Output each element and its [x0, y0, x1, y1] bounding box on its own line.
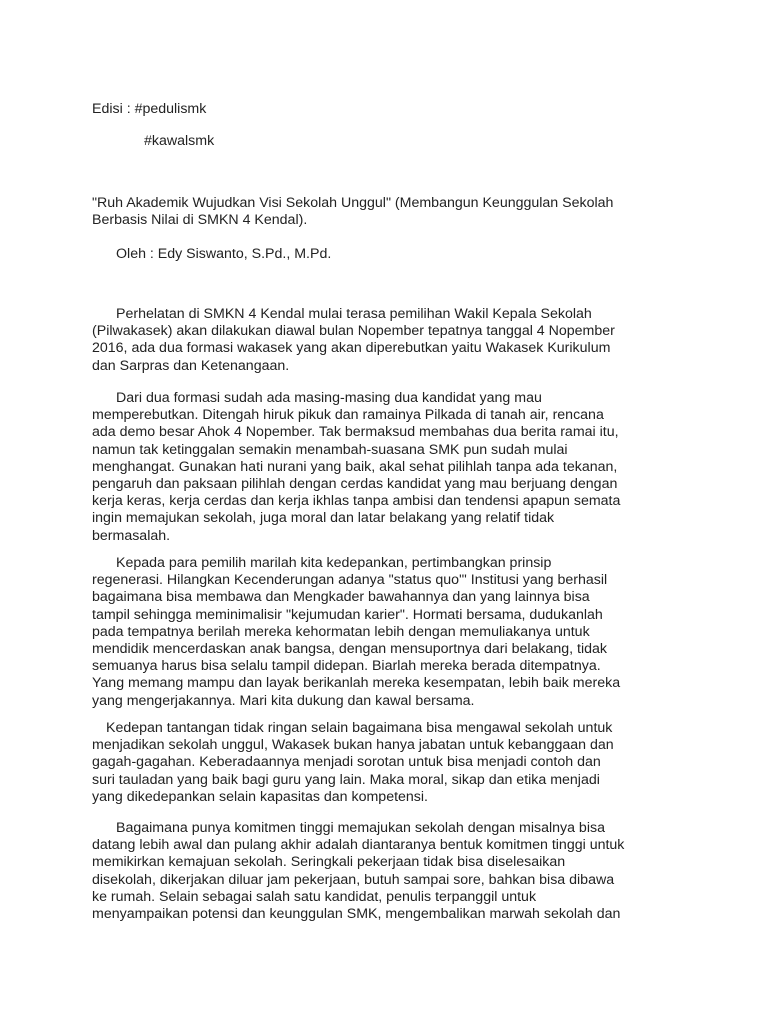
paragraph-3: Kepada para pemilih marilah kita kedepankan, pertimbangkan prinsip regenerasi. Hilangkan Kecenderungan adanya "status quo"' Institusi yang berhasil bagaimana bisa membawa dan Mengkader bawahannya dan yang lainnya bisa tampil sehingga meminimalisir "kejumudan karier". Hormati bersama, dudukanlah pada tempatnya berilah mereka kehormatan lebih dengan memuliakanya untuk mendidik mencerdaskan anak bangsa, dengan mensuportnya dari belakang, tidak semuanya harus bisa selalu tampil didepan. Biarlah mereka berada ditempatnya. Yang memang mampu dan layak berikanlah mereka kesempatan, lebih baik mereka yang mengerjakannya. Mari kita dukung dan kawal bersama. [92, 555, 621, 709]
hashtag-line: #kawalsmk [144, 133, 215, 149]
author-line: Oleh : Edy Siswanto, S.Pd., M.Pd. [116, 246, 332, 262]
edition-line: Edisi : #pedulismk [92, 101, 207, 117]
paragraph-1: Perhelatan di SMKN 4 Kendal mulai terasa pemilihan Wakil Kepala Sekolah (Pilwakasek) akan dilakukan diawal bulan Nopember tepatnya tanggal 4 Nopember 2016, ada dua formasi wakasek yang akan diperebutkan yaitu Wakasek Kurikulum dan Sarpras dan Ketenangaan. [92, 306, 615, 374]
paragraph-2: Dari dua formasi sudah ada masing-masing dua kandidat yang mau memperebutkan. Ditengah hiruk pikuk dan ramainya Pilkada di tanah air, rencana ada demo besar Ahok 4 Nopember. Tak bermaksud membahas dua berita ramai itu, namun tak ketinggalan semakin menambah-suasana SMK pun sudah mulai menghangat. Gunakan hati nurani yang baik, akal sehat pilihlah tanpa ada tekanan, pengaruh dan paksaan pilihlah dengan cerdas kandidat yang mau berjuang dengan kerja keras, kerja cerdas dan kerja ikhlas tanpa ambisi dan tendensi apapun semata ingin memajukan sekolah, juga moral dan latar belakang yang relatif tidak bermasalah. [92, 390, 621, 544]
paragraph-4: Kedepan tantangan tidak ringan selain bagaimana bisa mengawal sekolah untuk menjadikan sekolah unggul, Wakasek bukan hanya jabatan untuk kebanggaan dan gagah-gagahan. Keberadaannya menjadi sorotan untuk bisa menjadi contoh dan suri tauladan yang baik bagi guru yang lain. Maka moral, sikap dan etika menjadi yang dikedepankan selain kapasitas dan kompetensi. [92, 720, 614, 805]
document-title: "Ruh Akademik Wujudkan Visi Sekolah Unggul" (Membangun Keunggulan Sekolah Berbasis Nilai di SMKN 4 Kendal). [92, 195, 614, 229]
paragraph-5: Bagaimana punya komitmen tinggi memajukan sekolah dengan misalnya bisa datang lebih awal dan pulang akhir adalah diantaranya bentuk komitmen tinggi untuk memikirkan kemajuan sekolah. Seringkali pekerjaan tidak bisa diselesaikan disekolah, dikerjakan diluar jam pekerjaan, butuh sampai sore, bahkan bisa dibawa ke rumah. Selain sebagai salah satu kandidat, penulis terpanggil untuk menyampaikan potensi dan keunggulan SMK, mengembalikan marwah sekolah dan [92, 820, 625, 923]
